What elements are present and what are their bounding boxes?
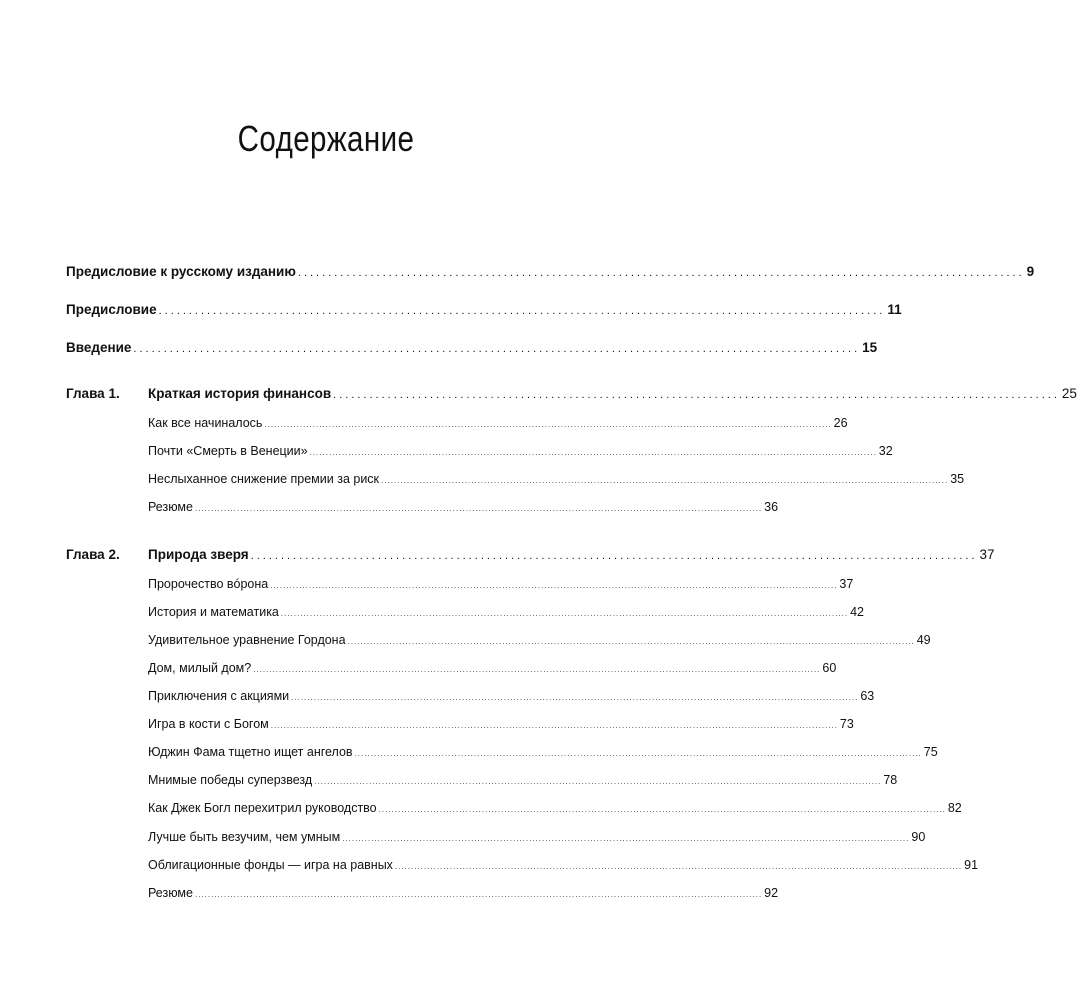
dot-leader: ................................................................................................................................................................................ (264, 420, 832, 429)
section-label: Дом, милый дом? (148, 661, 252, 675)
section-page: 42 (850, 605, 864, 619)
dot-leader: ........................................................................................................................ (133, 343, 861, 355)
chapter-number: Глава 1. (66, 386, 120, 401)
section-page: 82 (947, 801, 962, 815)
section-label: Лучше быть везучим, чем умным (148, 830, 341, 844)
dot-leader: ................................................................................................................................................................................ (270, 721, 838, 730)
dot-leader: ........................................................................................................................ (158, 305, 886, 317)
section-page: 26 (833, 416, 848, 430)
toc-entry-preface[interactable] (66, 301, 902, 319)
toc-section[interactable] (148, 631, 931, 649)
section-label: Резюме (148, 886, 193, 900)
section-label: Пророчество вóрона (148, 577, 269, 591)
section-page: 75 (923, 745, 938, 759)
toc-entry-label: Предисловие к русскому изданию (66, 264, 296, 279)
toc-section[interactable] (148, 603, 864, 621)
chapter-title: Природа зверя (148, 547, 249, 562)
toc-section[interactable] (148, 856, 979, 874)
toc-chapter-1[interactable] (148, 385, 1077, 403)
toc-chapter-2[interactable] (148, 546, 995, 564)
toc-section[interactable] (148, 442, 893, 460)
section-label: Почти «Смерть в Венеции» (148, 444, 308, 458)
section-page: 90 (911, 830, 926, 844)
dot-leader: ........................................................................................................................ (250, 550, 978, 562)
toc-entry-preface-russian[interactable] (66, 263, 1035, 281)
page-title: Содержание (237, 118, 415, 159)
section-page: 49 (916, 633, 931, 647)
section-page: 35 (950, 472, 965, 486)
section-page: 91 (964, 858, 979, 872)
section-label: Облигационные фонды — игра на равных (148, 858, 393, 872)
toc-section[interactable] (148, 687, 875, 705)
toc-entry-page: 37 (979, 547, 995, 562)
section-page: 92 (764, 886, 779, 900)
section-label: Как все начиналось (148, 416, 263, 430)
toc-entry-introduction[interactable] (66, 339, 878, 357)
toc-section[interactable] (148, 470, 965, 488)
dot-leader: ................................................................................................................................................................................ (394, 862, 963, 871)
dot-leader: ................................................................................................................................................................................ (378, 805, 946, 814)
toc-section[interactable] (148, 659, 837, 677)
section-page: 32 (878, 444, 893, 458)
toc-section[interactable] (148, 498, 779, 516)
toc-entry-label: Введение (66, 340, 132, 355)
section-label: Приключения с акциями (148, 689, 290, 703)
section-label: Резюме (148, 500, 193, 514)
section-label: История и математика (148, 605, 279, 619)
dot-leader: ........................................................................................................................ (297, 267, 1025, 279)
section-page: 60 (822, 661, 837, 675)
section-label: Неслыханное снижение премии за риск (148, 472, 380, 486)
section-label: Игра в кости с Богом (148, 717, 269, 731)
toc-section[interactable] (148, 799, 962, 817)
toc-entry-page: 11 (887, 302, 902, 317)
section-page: 63 (860, 689, 875, 703)
dot-leader: ................................................................................................................................................................................ (194, 890, 763, 899)
toc-section[interactable] (148, 575, 854, 593)
dot-leader: ................................................................................................................................................................................ (270, 581, 838, 590)
chapter-number: Глава 2. (66, 547, 120, 562)
section-label: Мнимые победы суперзвезд (148, 773, 313, 787)
toc-entry-page: 25 (1061, 386, 1077, 401)
toc-entry-page: 9 (1026, 264, 1035, 279)
dot-leader: ................................................................................................................................................................................ (291, 693, 859, 702)
dot-leader: ................................................................................................................................................................................ (309, 448, 877, 457)
section-page: 37 (839, 577, 854, 591)
dot-leader: ................................................................................................................................................................................ (381, 476, 949, 485)
toc-section[interactable] (148, 414, 848, 432)
dot-leader: ................................................................................................................................................................................ (342, 834, 910, 843)
toc-section[interactable] (148, 771, 898, 789)
toc-section[interactable] (148, 828, 926, 846)
toc-entry-page: 15 (862, 340, 878, 355)
section-label: Удивительное уравнение Гордона (148, 633, 346, 647)
toc-section[interactable] (148, 743, 938, 761)
toc-section[interactable] (148, 884, 779, 902)
section-page: 78 (883, 773, 898, 787)
toc-section[interactable] (148, 715, 854, 733)
dot-leader: ................................................................................................................................................................................ (280, 609, 849, 618)
dot-leader: ................................................................................................................................................................................ (253, 665, 821, 674)
chapter-title: Краткая история финансов (148, 386, 332, 401)
section-label: Юджин Фама тщетно ищет ангелов (148, 745, 353, 759)
section-page: 73 (839, 717, 854, 731)
toc-entry-label: Предисловие (66, 302, 157, 317)
dot-leader: ................................................................................................................................................................................ (194, 504, 763, 513)
dot-leader: ................................................................................................................................................................................ (354, 749, 922, 758)
dot-leader: ................................................................................................................................................................................ (314, 777, 882, 786)
dot-leader: ........................................................................................................................ (333, 389, 1060, 401)
dot-leader: ................................................................................................................................................................................ (347, 637, 915, 646)
section-label: Как Джек Богл перехитрил руководство (148, 801, 377, 815)
section-page: 36 (764, 500, 779, 514)
